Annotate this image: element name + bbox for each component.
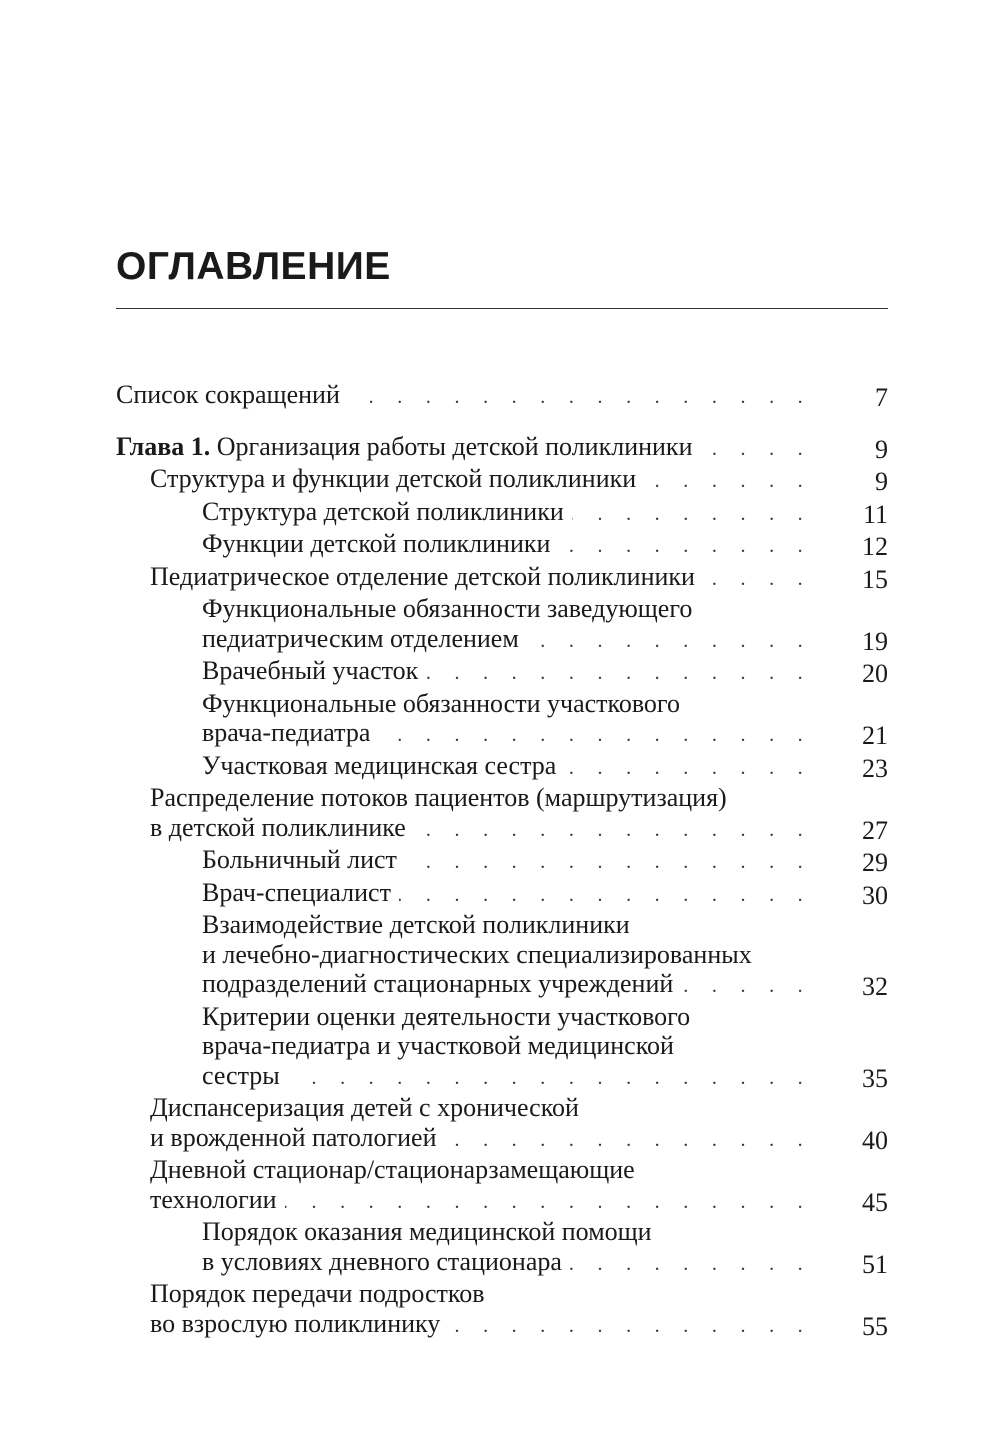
toc-entry-text [202, 624, 519, 654]
toc-entry-line [150, 1309, 812, 1342]
toc-entry-title: Организация работы детской поликлиники [216, 431, 693, 461]
toc-entry-title: врача-педиатра [202, 718, 371, 747]
toc-page-number: 23 [862, 753, 888, 783]
toc-entry-title: Структура детской поликлиники [202, 496, 564, 526]
dot-leader [703, 565, 812, 595]
toc-entry-text [202, 689, 680, 718]
dot-leader [564, 754, 812, 784]
toc-entry-title: врача-педиатра и участковой медицинской [202, 1031, 674, 1060]
toc-entry-text [202, 1002, 690, 1031]
toc-entry-text [202, 529, 550, 559]
dot-leader [348, 383, 812, 413]
toc-entry-title: Врач-специалист [202, 877, 391, 907]
toc-entry-text [202, 878, 391, 908]
toc-entry-title: Функции детской поликлиники [202, 529, 551, 558]
dot-leader [572, 500, 812, 530]
toc-entry-line [202, 497, 812, 530]
toc-page-number: 29 [862, 848, 888, 877]
dot-leader [405, 848, 812, 878]
toc-entry-text [202, 940, 752, 969]
toc-entry-line [150, 1093, 812, 1123]
toc-entry-text [150, 1279, 485, 1308]
toc-entry-title: Дневной стационар/стационарзамещающие [150, 1155, 635, 1184]
toc-entry-text [202, 1217, 652, 1246]
dot-leader [527, 627, 812, 657]
toc-entry[interactable] [116, 1217, 888, 1279]
toc-entry-title: Распределение потоков пациентов (маршрутизация) [150, 783, 727, 812]
toc-page-number: 40 [862, 1125, 888, 1155]
toc-entry-text [202, 497, 564, 527]
toc-entry-title: и врожденной патологией [150, 1122, 437, 1152]
toc-entry-text [202, 594, 692, 623]
dot-leader [426, 659, 812, 689]
toc-entry-line [116, 380, 812, 413]
toc-entry-line [202, 1247, 812, 1280]
dot-leader [448, 1312, 812, 1342]
toc-entry-text [150, 1093, 579, 1122]
toc-entry-text [202, 718, 370, 748]
toc-page-number: 51 [862, 1249, 888, 1279]
toc-entry[interactable] [116, 497, 888, 530]
toc-entry[interactable] [116, 878, 888, 911]
toc-entry[interactable] [116, 529, 888, 562]
toc-entry-text [150, 1185, 277, 1215]
toc-entry-line [202, 1002, 812, 1032]
toc-page-number: 27 [862, 815, 888, 845]
toc-entry-line [150, 1279, 812, 1309]
toc-entry-title: Структура и функции детской поликлиники [150, 464, 637, 493]
toc-entry-text [202, 656, 418, 686]
toc-entry-title: Порядок оказания медицинской помощи [202, 1217, 652, 1246]
toc-entry-text [150, 1155, 635, 1184]
toc-entry[interactable] [116, 594, 888, 656]
toc-page-number: 19 [862, 626, 888, 656]
toc-entry[interactable] [116, 656, 888, 689]
toc-entry-title: Больничный лист [202, 845, 397, 874]
dot-leader [700, 435, 812, 465]
toc-entry[interactable] [116, 689, 888, 751]
toc-page-number: 11 [862, 499, 888, 529]
dot-leader [570, 1250, 812, 1280]
toc-entry-title: и лечебно-диагностических специализированных [202, 939, 752, 969]
toc-entry[interactable] [116, 751, 888, 784]
toc-entry-line [150, 562, 812, 595]
toc-entry-text [150, 783, 727, 812]
toc-entry-line [116, 432, 812, 465]
toc-entry-line [202, 689, 812, 719]
toc-entry[interactable] [116, 562, 888, 595]
toc-entry-text [202, 845, 397, 875]
toc-page-number: 9 [875, 434, 888, 464]
toc-page-number: 20 [862, 659, 888, 688]
toc-entry-title: Порядок передачи подростков [150, 1279, 485, 1308]
toc-entry-text [202, 1061, 280, 1091]
toc-entry-line [150, 1123, 812, 1156]
toc-entry-text [202, 910, 630, 939]
toc-entry-text [150, 1123, 436, 1153]
toc-entry-title: технологии [150, 1184, 277, 1214]
toc-entry-text [202, 1247, 562, 1277]
toc-entry-title: сестры [202, 1060, 280, 1090]
toc-entry-line [202, 594, 812, 624]
toc-entry-line [202, 845, 812, 878]
table-of-contents [116, 380, 888, 1341]
dot-leader [444, 1126, 812, 1156]
toc-page-number: 7 [875, 383, 888, 412]
toc-entry-line [150, 464, 812, 497]
toc-entry-text [150, 464, 636, 494]
toc-entry-title: Участковая медицинская сестра [202, 750, 557, 780]
title-divider [116, 308, 888, 309]
toc-entry-text [202, 751, 556, 781]
toc-entry-title: Диспансеризация детей с хронической [150, 1093, 579, 1122]
toc-entry-title: Функциональные обязанности заведующего [202, 594, 693, 623]
toc-entry-line [202, 969, 812, 1002]
toc-entry-text [202, 969, 673, 999]
toc-entry-text [116, 432, 692, 462]
toc-entry-text [150, 813, 406, 843]
toc-entry-title: во взрослую поликлинику [150, 1308, 441, 1338]
toc-entry[interactable] [116, 432, 888, 465]
toc-page-number: 15 [862, 564, 888, 594]
dot-leader [399, 881, 812, 911]
toc-entry-text [150, 562, 695, 592]
toc-entry-line [150, 1155, 812, 1185]
toc-entry-title: Взаимодействие детской поликлиники [202, 910, 630, 939]
toc-page-number: 30 [862, 880, 888, 910]
toc-entry-line [202, 1217, 812, 1247]
toc-entry-line [202, 751, 812, 784]
toc-page-number: 45 [862, 1187, 888, 1217]
toc-entry-text [202, 1031, 674, 1060]
toc-entry[interactable] [116, 380, 888, 413]
toc-page-number: 12 [862, 532, 888, 561]
toc-entry-title: Функциональные обязанности участкового [202, 688, 680, 718]
toc-page-number: 9 [875, 467, 888, 496]
toc-entry-line [202, 910, 812, 940]
dot-leader [558, 532, 812, 562]
toc-entry-line [202, 529, 812, 562]
dot-leader [644, 467, 812, 497]
toc-entry[interactable] [116, 1093, 888, 1155]
toc-entry-title: Список сокращений [116, 380, 340, 409]
toc-entry-line [202, 624, 812, 657]
toc-entry-title: подразделений стационарных учреждений [202, 969, 674, 998]
toc-entry-line [150, 813, 812, 846]
toc-entry-text [150, 1309, 440, 1339]
toc-page-number: 55 [862, 1311, 888, 1341]
toc-page-number: 35 [862, 1063, 888, 1093]
dot-leader [378, 721, 812, 751]
toc-entry[interactable] [116, 910, 888, 1002]
toc-entry-title: педиатрическим отделением [202, 623, 519, 653]
toc-entry[interactable] [116, 783, 888, 845]
toc-entry-line [202, 1061, 812, 1094]
toc-entry-title: Врачебный участок [202, 656, 419, 685]
toc-entry[interactable] [116, 1155, 888, 1217]
toc-entry[interactable] [116, 1279, 888, 1341]
dot-leader [414, 816, 812, 846]
toc-entry-line [150, 783, 812, 813]
toc-entry-line [202, 1031, 812, 1061]
toc-entry-line [202, 718, 812, 751]
toc-entry-line [150, 1185, 812, 1218]
toc-entry[interactable] [116, 1002, 888, 1094]
toc-entry-title: Критерии оценки деятельности участкового [202, 1001, 691, 1031]
toc-entry[interactable] [116, 464, 888, 497]
chapter-label: Глава 1. [116, 431, 211, 461]
toc-entry-line [202, 878, 812, 911]
dot-leader [288, 1064, 812, 1094]
toc-entry[interactable] [116, 845, 888, 878]
toc-entry-title: в детской поликлинике [150, 812, 406, 842]
toc-entry-title: Педиатрическое отделение детской поликлиники [150, 561, 695, 591]
dot-leader [681, 972, 812, 1002]
toc-page-number: 32 [862, 972, 888, 1001]
toc-entry-text [116, 380, 340, 410]
toc-entry-title: в условиях дневного стационара [202, 1246, 562, 1276]
toc-page-number: 21 [862, 721, 888, 750]
toc-entry-line [202, 940, 812, 970]
toc-entry-line [202, 656, 812, 689]
page-title: ОГЛАВЛЕНИЕ [116, 245, 391, 288]
dot-leader [285, 1188, 812, 1218]
